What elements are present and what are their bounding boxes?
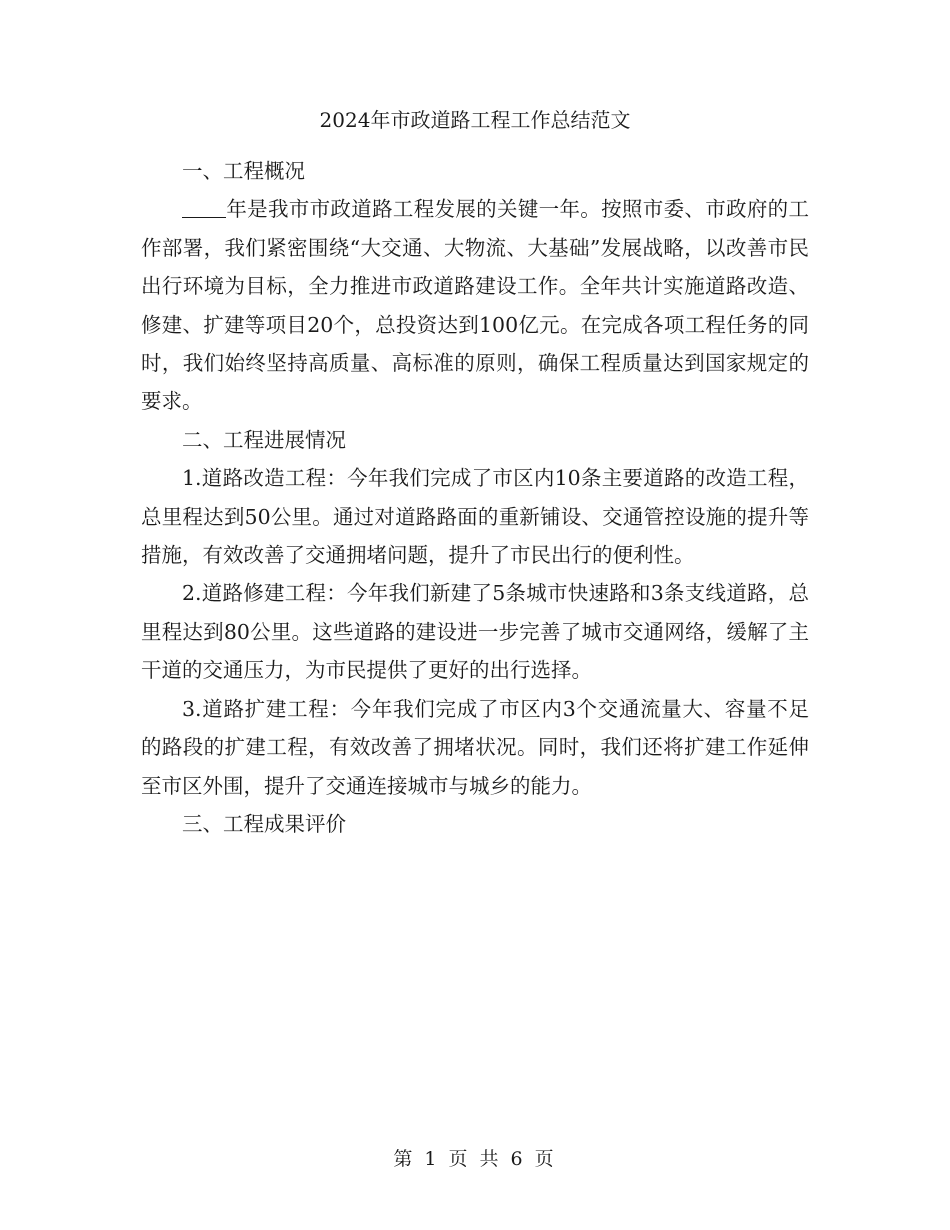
section-heading-progress: 二、工程进展情况 <box>182 427 346 452</box>
fill-in-blank <box>182 197 226 219</box>
paragraph-road-renovation: 1.道路改造工程：今年我们完成了市区内10条主要道路的改造工程，总里程达到50公里。通过对道路路面的重新铺设、交通管控设施的提升等措施，有效改善了交通拥堵问题，提升了市民出行的便利性。 <box>141 466 809 568</box>
section-heading-overview: 一、工程概况 <box>182 159 305 183</box>
paragraph-road-construction: 2.道路修建工程：今年我们新建了5条城市快速路和3条支线道路，总里程达到80公里。这些道路的建设进一步完善了城市交通网络，缓解了主干道的交通压力，为市民提供了更好的出行选择。 <box>141 581 809 683</box>
section-heading-evaluation: 三、工程成果评价 <box>182 811 346 836</box>
document-body <box>141 152 809 843</box>
paragraph-overview-text: 年是我市市政道路工程发展的关键一年。按照市委、市政府的工作部署，我们紧密围绕“大交通、大物流、大基础”发展战略，以改善市民出行环境为目标，全力推进市政道路建设工作。全年共计实施道路改造、修建、扩建等项目20个，总投资达到100亿元。在完成各项工程任务的同时，我们始终坚持高质量、高标准的原则，确保工程质量达到国家规定的要求。 <box>141 197 809 414</box>
paragraph-overview <box>141 190 809 420</box>
document-title: 2024年市政道路工程工作总结范文 <box>319 108 631 132</box>
page-footer: 第 1 页 共 6 页 <box>393 1148 557 1170</box>
paragraph-road-expansion: 3.道路扩建工程：今年我们完成了市区内3个交通流量大、容量不足的路段的扩建工程，有效改善了拥堵状况。同时，我们还将扩建工作延伸至市区外围，提升了交通连接城市与城乡的能力。 <box>141 696 809 798</box>
